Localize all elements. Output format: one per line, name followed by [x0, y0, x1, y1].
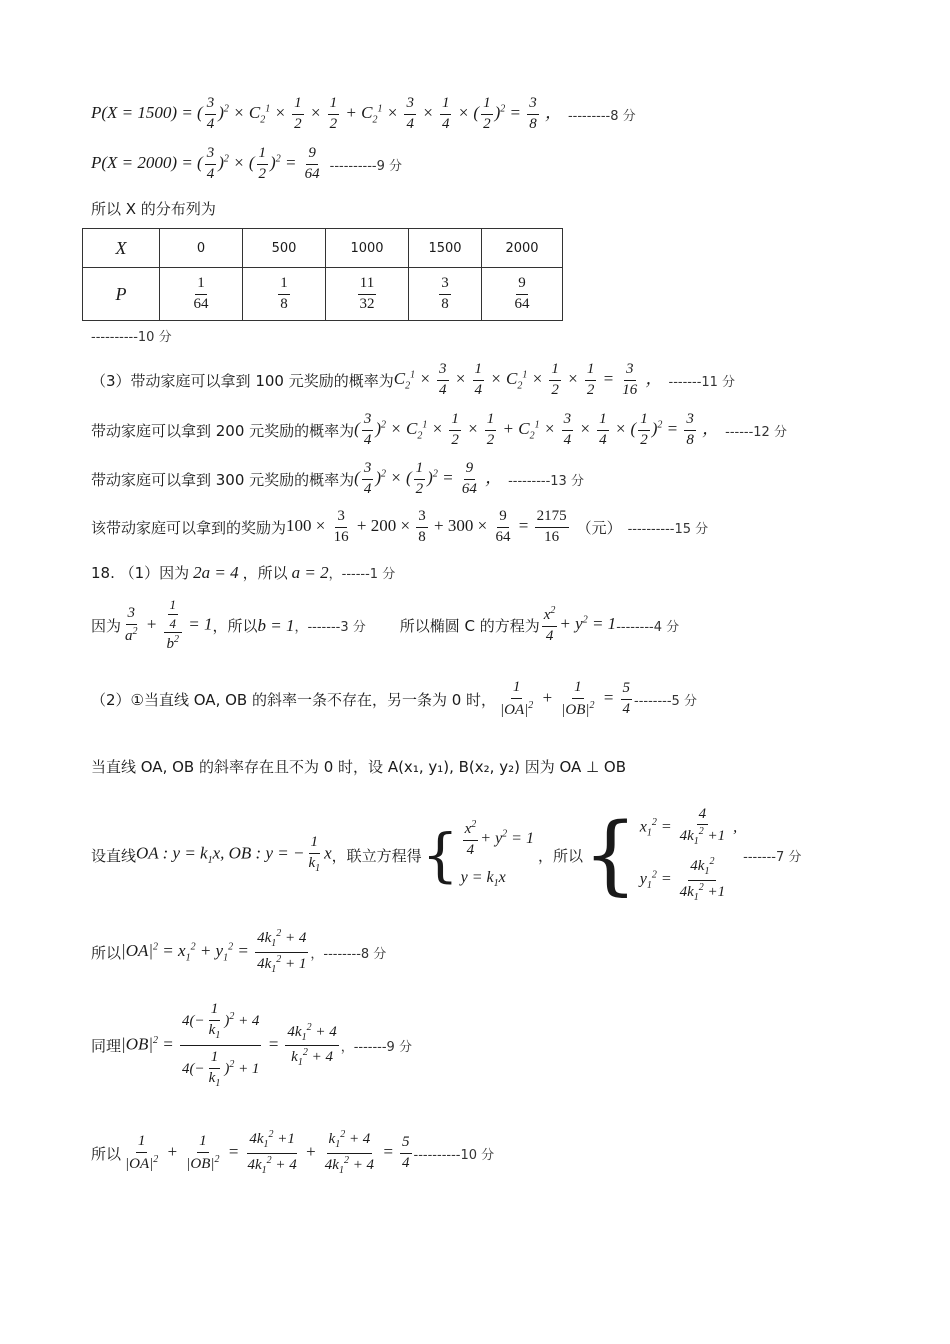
score-10b: ----------10 分: [413, 1147, 495, 1163]
q3-200-expr: ( $\frac{3}{4}$ )$^2 \times C_2^1$ × $\frac{1}{2}$ × $\frac{1}{2}$ + $C_2^1$ × $\frac{3}{4}$ × $\frac{1}{4}$ × ( $\frac{1}{2}$ )$^2$ = $\frac{3}{8}$ ，: [354, 411, 720, 448]
dist-intro: 所以 X 的分布列为: [91, 200, 216, 218]
line-q18-ob: [91, 1002, 412, 1090]
score-7: -------7 分: [743, 849, 802, 865]
p1500-lhs: P(X = 1500) = ( $\frac{3}{4}$ )$^2 \times C_2^1$ × $\frac{1}{2}$ × $\frac{1}{2}$ + $C_2^1$ × $\frac{3}{4}$ × $\frac{1}{4}$ × ( $\frac{1}{2}$ )$^2$ = $\frac{3}{8}$ ，: [91, 95, 562, 132]
score-1: ，------1 分: [328, 567, 396, 582]
p-value: $\frac{1}{8}$: [243, 268, 326, 321]
x-value: 1500: [409, 229, 482, 268]
line-q18-1: [91, 562, 395, 583]
q3-300-expr: ( $\frac{3}{4}$ )$^2$ × ( $\frac{1}{2}$ )$^2$ = $\frac{9}{64}$ ，: [354, 460, 503, 497]
q18-a: a = 2: [291, 562, 329, 582]
score-9: ----------9 分: [329, 158, 402, 174]
q18-ellipse-eq: $\frac{x^2}{4}$ + $y^2 = 1$: [543, 605, 617, 645]
q3-total-expr: 100 × $\frac{3}{16}$ + 200 × $\frac{3}{8}$ + 300 × $\frac{9}{64}$ = $\frac{2175}{16}$: [286, 508, 567, 545]
score-8b: ，--------8 分: [310, 946, 387, 962]
line-q18-b: [91, 598, 679, 653]
x-value: 500: [243, 229, 326, 268]
line-q3-300: [91, 461, 584, 498]
x-value: 2000: [482, 229, 563, 268]
q18-set-joint: ，联立方程得: [331, 846, 422, 865]
q18-set-so: ，所以: [537, 846, 583, 865]
line-q3-total: [91, 509, 708, 546]
equation-system: $\frac{x^2}{4}$ + $y^2 = 1$ $y = k_1x$: [460, 819, 534, 890]
p-value: $\frac{3}{8}$: [409, 268, 482, 321]
q18-2a: 2a = 4: [193, 562, 239, 582]
score-11: -------11 分: [668, 374, 736, 390]
q18-b-after: ，所以: [212, 617, 258, 636]
score-3: ，-------3 分: [294, 620, 366, 636]
line-q18-case: 当直线 OA, OB 的斜率存在且不为 0 时，设 A(x₁, y₁), B(x₂, y₂) 因为 OA ⊥ OB: [91, 758, 626, 776]
distribution-table: [82, 228, 563, 321]
q18-2-text: （2）①当直线 OA, OB 的斜率一条不存在，另一条为 0 时，: [91, 690, 497, 709]
q18-b-eq: $\frac{3}{a^2}$ + $\frac{\frac{1}{4}}{b^2}$ = 1: [125, 597, 213, 653]
q18-ob-eq: $|OB|^2$ = 4(− $\frac{1}{k_1}$ )$^2$ + 4 4(− $\frac{1}{k_1}$ )$^2$ + 1 = $\frac{4k_1^2 + 4}{k_1^2 + 4}$: [121, 1001, 337, 1089]
q18-ob-text: 同理: [91, 1037, 122, 1056]
line-q18-oa: [91, 929, 386, 975]
q18-1-text: 18. （1）因为: [91, 564, 190, 582]
p2000-lhs: P(X = 2000) = ( $\frac{3}{4}$ )$^2$ × ( $\frac{1}{2}$ )$^2$ = $\frac{9}{64}$: [91, 145, 320, 182]
p-value: $\frac{11}{32}$: [326, 268, 409, 321]
q18-oa-eq: $|OA|^2 = x_1^2 + y_1^2$ = $\frac{4k_1^2 + 4}{4k_1^2 + 1}$: [121, 928, 307, 975]
line-q18-2: [91, 680, 697, 719]
q18-sum-text: 所以: [91, 1144, 122, 1163]
q18-sum-eq: $\frac{1}{|OA|^2}$ + $\frac{1}{|OB|^2}$ = $\frac{4k_1^2 +1}{4k_1^2 + 4}$ + $\frac{k_1^2 + 4}{4k_1^2 + 4}$ = $\frac{5}{4}$: [125, 1129, 410, 1176]
q3-100-text: （3）带动家庭可以拿到 100 元奖励的概率为: [91, 371, 394, 390]
score-5: --------5 分: [634, 693, 697, 709]
score-15: ----------15 分: [627, 521, 709, 537]
q18-2-eq: $\frac{1}{|OA|^2}$ + $\frac{1}{|OB|^2}$ = $\frac{5}{4}$: [500, 679, 631, 718]
q18-bval: b = 1: [257, 615, 295, 635]
q18-ellipse-text: 所以椭圆 C 的方程为: [399, 617, 540, 636]
table-row-p: [83, 268, 563, 321]
line-p2000: [91, 146, 402, 183]
line-q3-100: [91, 362, 735, 399]
score-9b: ，-------9 分: [340, 1040, 412, 1056]
solution-system: $x_1^2$ = $\frac{4}{4k_1^2 +1}$ , $y_1^2$ = $\frac{4k_1^2}{4k_1^2 +1}$: [639, 805, 738, 903]
line-q3-200: [91, 412, 787, 449]
p-value: $\frac{1}{64}$: [160, 268, 243, 321]
score-12: ------12 分: [725, 424, 787, 440]
q18-oa-text: 所以: [91, 943, 122, 962]
x-value: 1000: [326, 229, 409, 268]
score-10: ----------10 分: [91, 330, 172, 345]
line-table-score: [91, 326, 172, 345]
line-p1500: [91, 96, 636, 133]
line-q18-set: [91, 802, 801, 908]
q18-b-text: 因为: [91, 617, 122, 636]
q3-100-expr: $C_2^1$ × $\frac{3}{4}$ × $\frac{1}{4}$ × $C_2^1$ × $\frac{1}{2}$ × $\frac{1}{2}$ = $\frac{3}{16}$ ，: [393, 361, 663, 398]
left-brace-icon: {: [421, 821, 459, 889]
line-q18-sum: [91, 1130, 494, 1176]
table-row-x: [83, 229, 563, 268]
table-header-p: P: [83, 268, 160, 321]
left-brace-icon: {: [582, 805, 638, 905]
q3-total-text: 该带动家庭可以拿到的奖励为: [91, 518, 287, 537]
score-4: --------4 分: [616, 620, 680, 636]
q18-set-text: 设直线: [91, 846, 137, 865]
p-value: $\frac{9}{64}$: [482, 268, 563, 321]
q18-1-mid: ，所以: [242, 564, 288, 582]
table-header-x: X: [83, 229, 160, 268]
q18-set-lines: OA : $y = k_1x$, OB : y = − $\frac{1}{k_1}$ x: [136, 834, 332, 875]
x-value: 0: [160, 229, 243, 268]
q3-300-text: 带动家庭可以拿到 300 元奖励的概率为: [91, 470, 355, 489]
score-13: ---------13 分: [508, 473, 584, 489]
unit-yuan: （元）: [576, 518, 622, 537]
score-8: ---------8 分: [567, 108, 636, 124]
q3-200-text: 带动家庭可以拿到 200 元奖励的概率为: [91, 421, 355, 440]
